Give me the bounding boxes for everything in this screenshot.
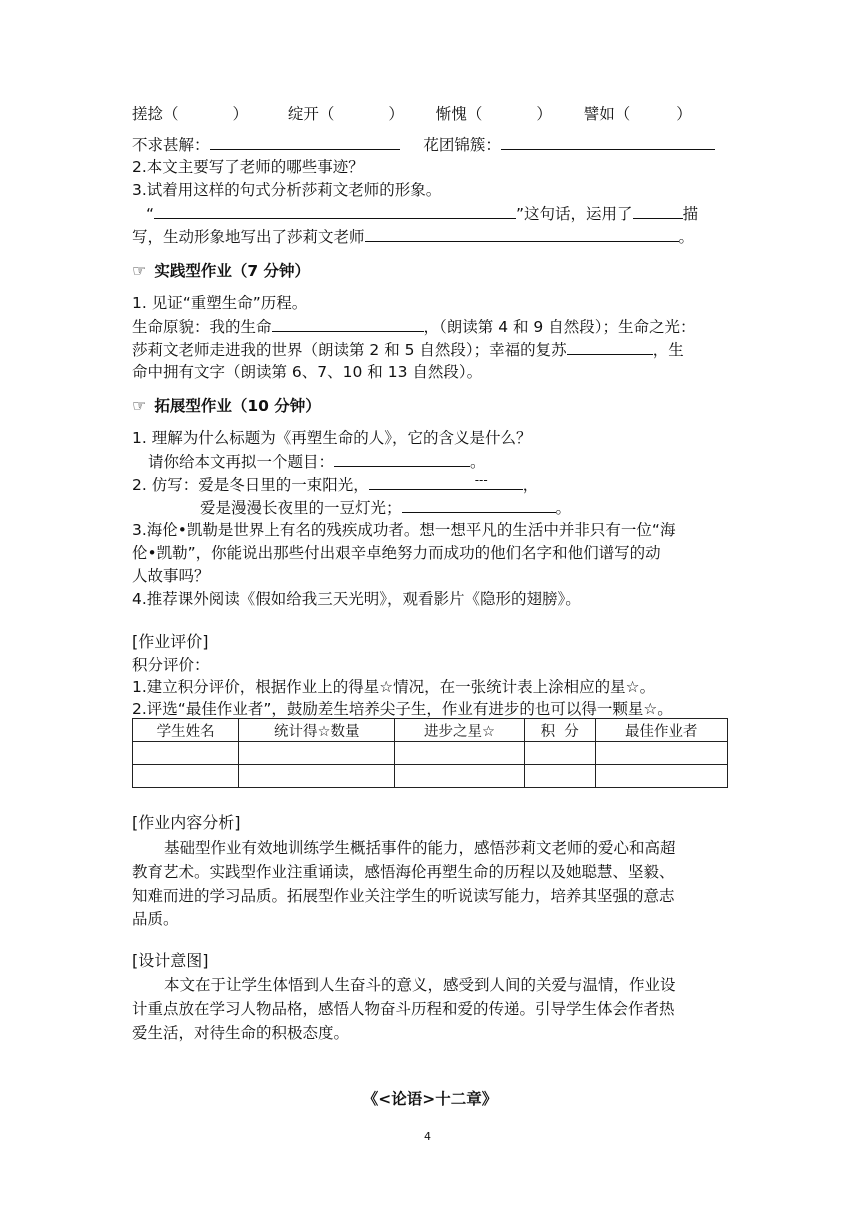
vocab-row — [132, 104, 732, 124]
extension-q1b — [148, 451, 748, 472]
rating-table — [132, 718, 728, 788]
analysis-line-2: 教育艺术。实践型作业注重诵读，感悟海伦再塑生命的历程以及她聪慧、坚毅、 — [132, 863, 675, 881]
question-2: 2.本文主要写了老师的哪些事迹？ — [132, 158, 364, 176]
table-cell[interactable] — [239, 742, 395, 765]
quote-open: “ — [146, 205, 155, 223]
practice-line-1 — [132, 316, 732, 337]
extension-q2 — [132, 474, 732, 495]
text: 生命原貌：我的生命 — [132, 318, 272, 336]
table-cell[interactable] — [395, 765, 525, 788]
paren-close: ） — [676, 105, 692, 123]
table-header: 学生姓名 — [133, 719, 239, 742]
page-number: 4 — [424, 1130, 431, 1143]
answer-blank[interactable] — [402, 497, 556, 513]
answer-blank[interactable] — [501, 134, 715, 150]
intent-title: [设计意图] — [132, 951, 209, 970]
table-row — [133, 765, 728, 788]
practice-heading — [132, 261, 732, 281]
answer-blank[interactable] — [210, 134, 400, 150]
table-cell[interactable] — [239, 765, 395, 788]
text: 。 — [470, 453, 486, 471]
extension-q4: 4.推荐课外阅读《假如给我三天光明》，观看影片《隐形的翅膀》。 — [132, 590, 581, 608]
dashes: --- — [474, 473, 488, 487]
text: 请你给本文再拟一个题目： — [148, 453, 335, 471]
text: 。 — [555, 499, 572, 517]
phrase-2: 花团锦簇： — [423, 136, 501, 154]
intent-line-3: 爱生活，对待生命的积极态度。 — [132, 1024, 350, 1042]
sentence-end: 描 — [682, 205, 699, 223]
text: ， — [522, 476, 539, 494]
answer-blank[interactable] — [272, 316, 424, 332]
paren-close: ） — [232, 105, 249, 123]
text: ，（朗读第 4 和 9 自然段）；生命之光： — [423, 318, 696, 336]
extension-q3-line3: 人故事吗？ — [132, 567, 210, 585]
table-cell[interactable] — [595, 765, 727, 788]
extension-q3-line2: 伦•凯勒”，你能说出那些付出艰辛卓绝努力而成功的他们名字和他们谱写的动 — [132, 544, 661, 562]
analysis-title: [作业内容分析] — [132, 813, 241, 832]
extension-q1: 1. 理解为什么标题为《再塑生命的人》，它的含义是什么？ — [132, 429, 532, 447]
table-header-row — [133, 719, 728, 742]
pointing-hand-icon: ☞ — [132, 261, 147, 280]
answer-blank[interactable] — [369, 474, 523, 490]
question-3: 3.试着用这样的句式分析莎莉文老师的形象。 — [132, 181, 442, 199]
answer-blank[interactable] — [365, 226, 679, 242]
table-header: 进步之星☆ — [395, 719, 525, 742]
table-cell[interactable] — [524, 765, 595, 788]
table-header: 积 分 — [524, 719, 595, 742]
table-header: 最佳作业者 — [595, 719, 727, 742]
analysis-line-1: 基础型作业有效地训练学生概括事件的能力，感悟莎莉文老师的爱心和高超 — [164, 839, 676, 857]
analysis-line-4: 品质。 — [132, 910, 179, 928]
extension-title: 拓展型作业（10 分钟） — [154, 397, 321, 415]
next-chapter-title: 《<论语>十二章》 — [362, 1090, 498, 1108]
vocab-word-3: 惭愧（ — [435, 105, 483, 123]
evaluation-item-2: 2.评选“最佳作业者”，鼓励差生培养尖子生，作业有进步的也可以得一颗星☆。 — [132, 700, 673, 718]
answer-blank[interactable] — [633, 203, 683, 219]
sentence-end: 。 — [678, 228, 695, 246]
text: 莎莉文老师走进我的世界（朗读第 2 和 5 自然段）；幸福的复苏 — [132, 341, 567, 359]
table-cell[interactable] — [524, 742, 595, 765]
evaluation-title: [作业评价] — [132, 632, 209, 651]
table-cell[interactable] — [395, 742, 525, 765]
evaluation-item-1: 1.建立积分评价，根据作业上的得星☆情况，在一张统计表上涂相应的星☆。 — [132, 678, 656, 696]
answer-blank[interactable] — [567, 339, 653, 355]
practice-line-2 — [132, 339, 732, 360]
answer-blank[interactable] — [154, 203, 516, 219]
vocab-word-4: 譬如（ — [583, 105, 631, 123]
table-row — [133, 742, 728, 765]
paren-close: ） — [536, 105, 552, 123]
extension-q3-line1: 3.海伦•凯勒是世界上有名的残疾成功者。想一想平凡的生活中并非只有一位“海 — [132, 521, 676, 539]
evaluation-sub: 积分评价： — [132, 656, 210, 674]
practice-title: 实践型作业（7 分钟） — [154, 262, 311, 280]
table-header: 统计得☆数量 — [239, 719, 395, 742]
intent-line-1: 本文在于让学生体悟到人生奋斗的意义，感受到人间的关爱与温情，作业设 — [164, 976, 676, 994]
practice-line-3: 命中拥有文字（朗读第 6、7、10 和 13 自然段）。 — [132, 363, 483, 381]
answer-blank[interactable] — [334, 451, 470, 467]
vocab-word-2: 绽开（ — [287, 105, 335, 123]
text: 爱是漫漫长夜里的一豆灯光； — [200, 499, 402, 517]
text: 2. 仿写：爱是冬日里的一束阳光， — [132, 476, 369, 494]
question-3-sentence-line2 — [132, 226, 732, 247]
extension-q2b — [200, 497, 800, 518]
phrase-row — [132, 134, 732, 155]
practice-q1: 1. 见证“重塑生命”历程。 — [132, 294, 308, 312]
sentence-mid: ”这句话，运用了 — [516, 205, 633, 223]
table-cell[interactable] — [133, 765, 239, 788]
text: ，生 — [652, 341, 684, 359]
question-3-sentence — [146, 203, 746, 224]
analysis-line-3: 知难而进的学习品质。拓展型作业关注学生的听说读写能力，培养其坚强的意志 — [132, 887, 675, 905]
sentence-start: 写，生动形象地写出了莎莉文老师 — [132, 228, 365, 246]
table-cell[interactable] — [133, 742, 239, 765]
vocab-word-1: 搓捻（ — [132, 105, 179, 123]
extension-heading — [132, 396, 732, 416]
pointing-hand-icon: ☞ — [132, 396, 147, 415]
paren-close: ） — [388, 105, 404, 123]
phrase-1: 不求甚解： — [132, 136, 210, 154]
table-cell[interactable] — [595, 742, 727, 765]
intent-line-2: 计重点放在学习人物品格，感悟人物奋斗历程和爱的传递。引导学生体会作者热 — [132, 1000, 675, 1018]
